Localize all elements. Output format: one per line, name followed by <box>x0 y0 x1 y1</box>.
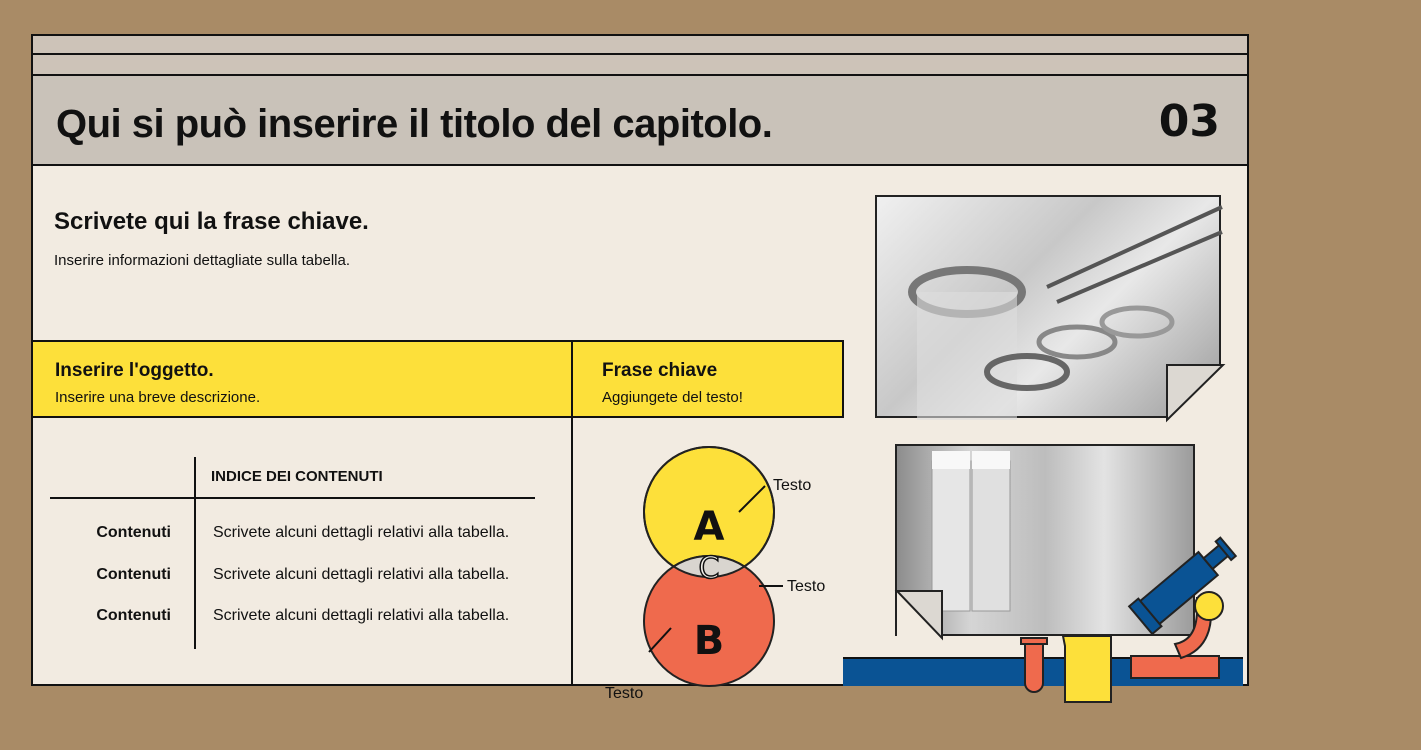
chapter-header <box>33 76 1247 166</box>
table-row-key: Contenuti <box>96 524 171 541</box>
intersection-label: C <box>698 551 720 586</box>
lower-divider <box>571 418 573 684</box>
object-description: Inserire una breve descrizione. <box>55 389 261 406</box>
chapter-number: 03 <box>1158 96 1220 147</box>
label-c: Testo <box>787 578 826 595</box>
key-phrase-description: Inserire informazioni dettagliate sulla tabella. <box>54 252 350 269</box>
circle-b-label: B <box>693 618 725 664</box>
circle-a-label: A <box>693 504 725 550</box>
object-title: Inserire l'oggetto. <box>55 360 214 381</box>
table-vertical-rule <box>194 457 196 649</box>
table-header: INDICE DEI CONTENUTI <box>211 468 383 485</box>
header-strip-middle <box>33 55 1247 76</box>
table-row-value: Scrivete alcuni dettagli relativi alla tabella. <box>213 524 510 541</box>
lab-illustration <box>1011 518 1421 750</box>
label-a: Testo <box>773 477 812 494</box>
keyphrase-description: Aggiungete del testo! <box>602 389 743 406</box>
table-row-value: Scrivete alcuni dettagli relativi alla tabella. <box>213 607 510 624</box>
keyphrase-title: Frase chiave <box>602 360 718 381</box>
band-divider <box>571 342 573 416</box>
table-horizontal-rule <box>50 497 535 499</box>
table-row-key: Contenuti <box>96 607 171 624</box>
chapter-title: Qui si può inserire il titolo del capitolo. <box>56 102 773 146</box>
label-b: Testo <box>605 685 644 702</box>
table-row-key: Contenuti <box>96 566 171 583</box>
header-strip-top <box>33 36 1247 55</box>
yellow-band <box>31 340 844 418</box>
lab-glassware-photo <box>875 195 1221 418</box>
slide <box>31 34 1249 702</box>
key-phrase-title: Scrivete qui la frase chiave. <box>54 208 369 235</box>
table-row-value: Scrivete alcuni dettagli relativi alla tabella. <box>213 566 510 583</box>
venn-diagram <box>603 436 826 702</box>
